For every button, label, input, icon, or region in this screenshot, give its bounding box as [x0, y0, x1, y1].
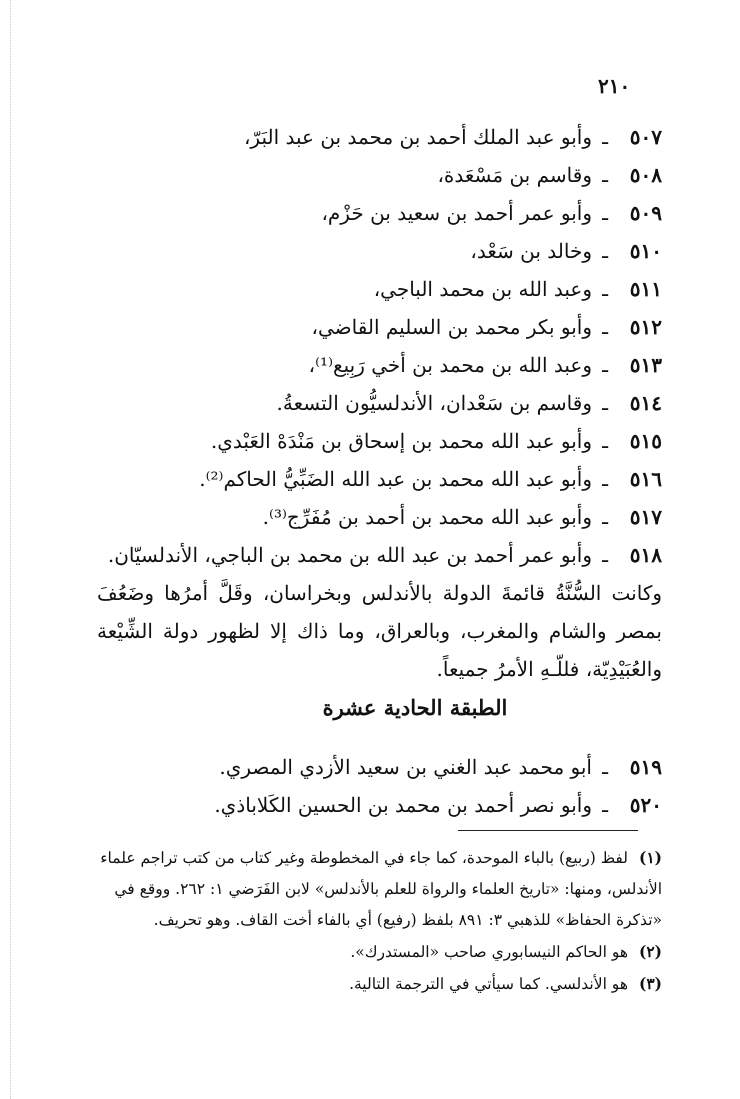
entry-dash: ـ [602, 163, 608, 187]
footnote-text: هو الأندلسي. كما سيأتي في الترجمة التالية. [349, 975, 628, 993]
entry-dash: ـ [602, 353, 608, 377]
entry-text: وأبو عمر أحمد بن سعيد بن حَزْم، [321, 201, 592, 225]
list-item [97, 498, 662, 536]
entries-list [97, 118, 662, 536]
entry-number: ٥٢٠ [629, 793, 662, 817]
page-number: ٢١٠ [598, 74, 631, 98]
entry-number: ٥١٠ [629, 239, 662, 263]
entry-dash: ـ [602, 239, 608, 263]
entry-text: وأبو عبد الله محمد بن إسحاق بن مَنْدَهْ العَبْدي. [210, 429, 592, 453]
entry-text: وأبو نصر أحمد بن محمد بن الحسين الكَلاباذي. [214, 793, 592, 817]
entry-number: ٥١٩ [629, 755, 662, 779]
entry-text: وعبد الله بن محمد بن أخي رَبِيع⁽¹⁾، [308, 353, 592, 377]
footnote-number: (٣) [638, 974, 662, 993]
entry-number: ٥١٣ [629, 353, 662, 377]
entry-number: ٥١١ [629, 277, 662, 301]
scan-margin-line [10, 0, 12, 1099]
list-item [97, 194, 662, 232]
entry-dash: ـ [602, 315, 608, 339]
list-item [97, 156, 662, 194]
footnotes [97, 842, 662, 1000]
list-item [97, 232, 662, 270]
entry-number: ٥٠٩ [629, 201, 662, 225]
footnote [97, 842, 662, 936]
entry-text: وأبو بكر محمد بن السليم القاضي، [311, 315, 592, 339]
list-item [97, 346, 662, 384]
list-item [97, 270, 662, 308]
entry-text: وأبو عبد الله محمد بن أحمد بن مُفَرِّج⁽³⁾. [262, 505, 592, 529]
entry-dash: ـ [602, 277, 608, 301]
entry-text: وقاسم بن مَسْعَدة، [437, 163, 592, 187]
footnote-number: (١) [638, 848, 662, 867]
list-item [97, 308, 662, 346]
footnote [97, 968, 662, 1000]
entry-number: ٥١٢ [629, 315, 662, 339]
entry-dash: ـ [602, 543, 608, 567]
entry-dash: ـ [602, 467, 608, 491]
footnote [97, 936, 662, 968]
entry-text: وقاسم بن سَعْدان، الأندلسيُّون التسعةُ. [276, 391, 592, 415]
entry-number: ٥١٨ [629, 543, 662, 567]
footnote-number: (٢) [638, 942, 662, 961]
entry-number: ٥٠٧ [629, 125, 662, 149]
entry-518-paragraph [97, 536, 662, 688]
entry-text: وأبو عبد الملك أحمد بن محمد بن عبد البَرّ، [243, 125, 592, 149]
entry-dash: ـ [602, 125, 608, 149]
list-item [97, 118, 662, 156]
footnote-text: هو الحاكم النيسابوري صاحب «المستدرك». [350, 943, 628, 961]
list-item [97, 460, 662, 498]
entry-text: وخالد بن سَعْد، [470, 239, 592, 263]
list-item [97, 786, 662, 824]
entry-text: وعبد الله بن محمد الباجي، [373, 277, 592, 301]
entry-number: ٥١٦ [629, 467, 662, 491]
entry-text: وأبو عبد الله محمد بن عبد الله الضَبِّيُّ الحاكم⁽²⁾. [199, 467, 592, 491]
entry-text: وأبو عمر أحمد بن عبد الله بن محمد بن الباجي، الأندلسيّان. [107, 543, 592, 567]
list-item [97, 748, 662, 786]
entry-518-continuation: وكانت السُّنَّةُ قائمةَ الدولة بالأندلس وبخراسان، وقَلَّ أمرُها وضَعُفَ بمصر والشام والمغرب، وبالعراق، وما ذاك إلا لظهور دولة الشِّيْعة والعُبَيْدِيّة، فللّـهِ الأمرُ جميعاً. [97, 581, 662, 681]
list-item [97, 536, 662, 574]
footnote-text: لفظ (ربيع) بالباء الموحدة، كما جاء في المخطوطة وغير كتاب من كتب تراجم علماء الأندلس، ومنها: «تاريخ العلماء والرواة للعلم بالأندلس» لابن الفَرَضي ١: ٢٦٢. ووقع في «تذكرة الحفاظ» للذهبي ٣: ٨٩١ بلفظ (رفيع) أي بالفاء أخت القاف. وهو تحريف. [100, 849, 662, 929]
entry-dash: ـ [602, 429, 608, 453]
entry-number: ٥١٥ [629, 429, 662, 453]
entry-text: أبو محمد عبد الغني بن سعيد الأزدي المصري. [219, 755, 592, 779]
entry-number: ٥٠٨ [629, 163, 662, 187]
list-item [97, 422, 662, 460]
list-item [97, 384, 662, 422]
entry-dash: ـ [602, 201, 608, 225]
entry-dash: ـ [602, 391, 608, 415]
entry-dash: ـ [602, 505, 608, 529]
entries-list-section2 [97, 748, 662, 824]
section-heading: الطبقة الحادية عشرة [322, 695, 508, 720]
entry-dash: ـ [602, 755, 608, 779]
entry-number: ٥١٤ [629, 391, 662, 415]
entry-dash: ـ [602, 793, 608, 817]
entry-number: ٥١٧ [629, 505, 662, 529]
footnote-divider [458, 830, 638, 831]
